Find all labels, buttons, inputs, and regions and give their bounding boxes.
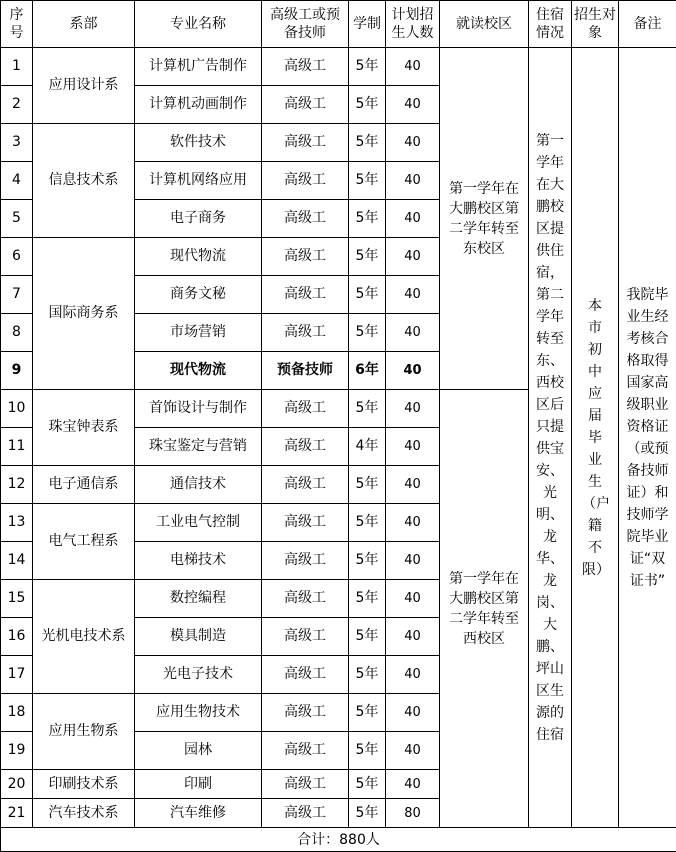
header-remarks: 备注 bbox=[619, 1, 676, 48]
quota-cell: 40 bbox=[386, 732, 440, 770]
major-cell: 商务文秘 bbox=[135, 276, 262, 314]
quota-cell: 40 bbox=[386, 542, 440, 580]
major-cell: 计算机动画制作 bbox=[135, 86, 262, 124]
seq-cell: 2 bbox=[1, 86, 33, 124]
major-cell: 数控编程 bbox=[135, 580, 262, 618]
seq-cell: 1 bbox=[1, 48, 33, 86]
seq-cell: 7 bbox=[1, 276, 33, 314]
total-cell: 合计：880人 bbox=[1, 828, 676, 852]
duration-cell: 5年 bbox=[349, 200, 386, 238]
major-cell: 现代物流 bbox=[135, 238, 262, 276]
duration-cell: 5年 bbox=[349, 799, 386, 828]
level-cell: 高级工 bbox=[262, 799, 349, 828]
duration-cell: 5年 bbox=[349, 580, 386, 618]
quota-cell: 40 bbox=[386, 162, 440, 200]
seq-cell: 18 bbox=[1, 694, 33, 732]
dept-cell: 电子通信系 bbox=[33, 466, 135, 504]
major-cell: 汽车维修 bbox=[135, 799, 262, 828]
duration-cell: 5年 bbox=[349, 162, 386, 200]
seq-cell: 14 bbox=[1, 542, 33, 580]
header-level: 高级工或预备技师 bbox=[262, 1, 349, 48]
seq-cell: 21 bbox=[1, 799, 33, 828]
quota-cell: 80 bbox=[386, 799, 440, 828]
seq-cell: 10 bbox=[1, 390, 33, 428]
duration-cell: 5年 bbox=[349, 390, 386, 428]
quota-cell: 40 bbox=[386, 580, 440, 618]
level-cell: 高级工 bbox=[262, 86, 349, 124]
quota-cell: 40 bbox=[386, 390, 440, 428]
duration-cell: 5年 bbox=[349, 276, 386, 314]
header-housing: 住宿情况 bbox=[529, 1, 572, 48]
duration-cell: 5年 bbox=[349, 770, 386, 799]
seq-cell: 9 bbox=[1, 352, 33, 390]
major-cell: 计算机网络应用 bbox=[135, 162, 262, 200]
seq-cell: 16 bbox=[1, 618, 33, 656]
dept-cell: 光机电技术系 bbox=[33, 580, 135, 694]
seq-cell: 15 bbox=[1, 580, 33, 618]
level-cell: 高级工 bbox=[262, 656, 349, 694]
header-seq: 序号 bbox=[1, 1, 33, 48]
duration-cell: 5年 bbox=[349, 466, 386, 504]
major-cell: 珠宝鉴定与营销 bbox=[135, 428, 262, 466]
level-cell: 高级工 bbox=[262, 466, 349, 504]
level-cell: 高级工 bbox=[262, 314, 349, 352]
level-cell: 高级工 bbox=[262, 428, 349, 466]
dept-cell: 应用生物系 bbox=[33, 694, 135, 770]
quota-cell: 40 bbox=[386, 352, 440, 390]
seq-cell: 5 bbox=[1, 200, 33, 238]
duration-cell: 5年 bbox=[349, 542, 386, 580]
duration-cell: 5年 bbox=[349, 504, 386, 542]
level-cell: 高级工 bbox=[262, 580, 349, 618]
level-cell: 高级工 bbox=[262, 276, 349, 314]
quota-cell: 40 bbox=[386, 770, 440, 799]
total-row bbox=[1, 828, 676, 852]
dept-cell: 珠宝钟表系 bbox=[33, 390, 135, 466]
duration-cell: 5年 bbox=[349, 314, 386, 352]
dept-cell: 电气工程系 bbox=[33, 504, 135, 580]
major-cell: 园林 bbox=[135, 732, 262, 770]
level-cell: 高级工 bbox=[262, 694, 349, 732]
level-cell: 高级工 bbox=[262, 504, 349, 542]
level-cell: 高级工 bbox=[262, 200, 349, 238]
quota-cell: 40 bbox=[386, 466, 440, 504]
quota-cell: 40 bbox=[386, 238, 440, 276]
duration-cell: 4年 bbox=[349, 428, 386, 466]
duration-cell: 5年 bbox=[349, 618, 386, 656]
duration-cell: 5年 bbox=[349, 694, 386, 732]
header-dept: 系部 bbox=[33, 1, 135, 48]
quota-cell: 40 bbox=[386, 200, 440, 238]
housing-cell: 第一学年在大鹏校区提供住宿，第二学年转至东、西校区后只提供宝安、光明、龙华、龙岗、大鹏、坪山区生源的住宿 bbox=[529, 48, 572, 828]
quota-cell: 40 bbox=[386, 428, 440, 466]
seq-cell: 3 bbox=[1, 124, 33, 162]
major-cell: 通信技术 bbox=[135, 466, 262, 504]
campus-cell-west: 第一学年在大鹏校区第二学年转至西校区 bbox=[440, 390, 529, 828]
level-cell: 高级工 bbox=[262, 732, 349, 770]
seq-cell: 12 bbox=[1, 466, 33, 504]
dept-cell: 国际商务系 bbox=[33, 238, 135, 390]
target-cell: 本市初中应届毕业生（户籍不限） bbox=[572, 48, 619, 828]
quota-cell: 40 bbox=[386, 694, 440, 732]
quota-cell: 40 bbox=[386, 314, 440, 352]
duration-cell: 5年 bbox=[349, 656, 386, 694]
header-campus: 就读校区 bbox=[440, 1, 529, 48]
major-cell: 应用生物技术 bbox=[135, 694, 262, 732]
quota-cell: 40 bbox=[386, 618, 440, 656]
dept-cell: 信息技术系 bbox=[33, 124, 135, 238]
major-cell: 电梯技术 bbox=[135, 542, 262, 580]
seq-cell: 8 bbox=[1, 314, 33, 352]
major-cell: 光电子技术 bbox=[135, 656, 262, 694]
dept-cell: 汽车技术系 bbox=[33, 799, 135, 828]
level-cell: 高级工 bbox=[262, 124, 349, 162]
major-cell: 工业电气控制 bbox=[135, 504, 262, 542]
seq-cell: 20 bbox=[1, 770, 33, 799]
seq-cell: 4 bbox=[1, 162, 33, 200]
duration-cell: 6年 bbox=[349, 352, 386, 390]
header-duration: 学制 bbox=[349, 1, 386, 48]
quota-cell: 40 bbox=[386, 86, 440, 124]
level-cell: 高级工 bbox=[262, 542, 349, 580]
dept-cell: 应用设计系 bbox=[33, 48, 135, 124]
major-cell: 现代物流 bbox=[135, 352, 262, 390]
seq-cell: 6 bbox=[1, 238, 33, 276]
level-cell: 高级工 bbox=[262, 48, 349, 86]
dept-cell: 印刷技术系 bbox=[33, 770, 135, 799]
level-cell: 预备技师 bbox=[262, 352, 349, 390]
remarks-cell: 我院毕业生经考核合格取得国家高级职业资格证（或预备技师证）和技师学院毕业证“双证书” bbox=[619, 48, 676, 828]
level-cell: 高级工 bbox=[262, 618, 349, 656]
major-cell: 计算机广告制作 bbox=[135, 48, 262, 86]
quota-cell: 40 bbox=[386, 48, 440, 86]
level-cell: 高级工 bbox=[262, 770, 349, 799]
quota-cell: 40 bbox=[386, 504, 440, 542]
table-row bbox=[1, 48, 676, 86]
duration-cell: 5年 bbox=[349, 124, 386, 162]
seq-cell: 19 bbox=[1, 732, 33, 770]
seq-cell: 13 bbox=[1, 504, 33, 542]
quota-cell: 40 bbox=[386, 656, 440, 694]
header-row bbox=[1, 1, 676, 48]
header-major: 专业名称 bbox=[135, 1, 262, 48]
seq-cell: 11 bbox=[1, 428, 33, 466]
duration-cell: 5年 bbox=[349, 732, 386, 770]
major-cell: 首饰设计与制作 bbox=[135, 390, 262, 428]
level-cell: 高级工 bbox=[262, 162, 349, 200]
seq-cell: 17 bbox=[1, 656, 33, 694]
duration-cell: 5年 bbox=[349, 48, 386, 86]
quota-cell: 40 bbox=[386, 124, 440, 162]
major-cell: 印刷 bbox=[135, 770, 262, 799]
major-cell: 软件技术 bbox=[135, 124, 262, 162]
header-target: 招生对象 bbox=[572, 1, 619, 48]
level-cell: 高级工 bbox=[262, 390, 349, 428]
duration-cell: 5年 bbox=[349, 86, 386, 124]
major-cell: 模具制造 bbox=[135, 618, 262, 656]
level-cell: 高级工 bbox=[262, 238, 349, 276]
campus-cell-east: 第一学年在大鹏校区第二学年转至东校区 bbox=[440, 48, 529, 390]
major-cell: 电子商务 bbox=[135, 200, 262, 238]
header-quota: 计划招生人数 bbox=[386, 1, 440, 48]
duration-cell: 5年 bbox=[349, 238, 386, 276]
major-cell: 市场营销 bbox=[135, 314, 262, 352]
quota-cell: 40 bbox=[386, 276, 440, 314]
